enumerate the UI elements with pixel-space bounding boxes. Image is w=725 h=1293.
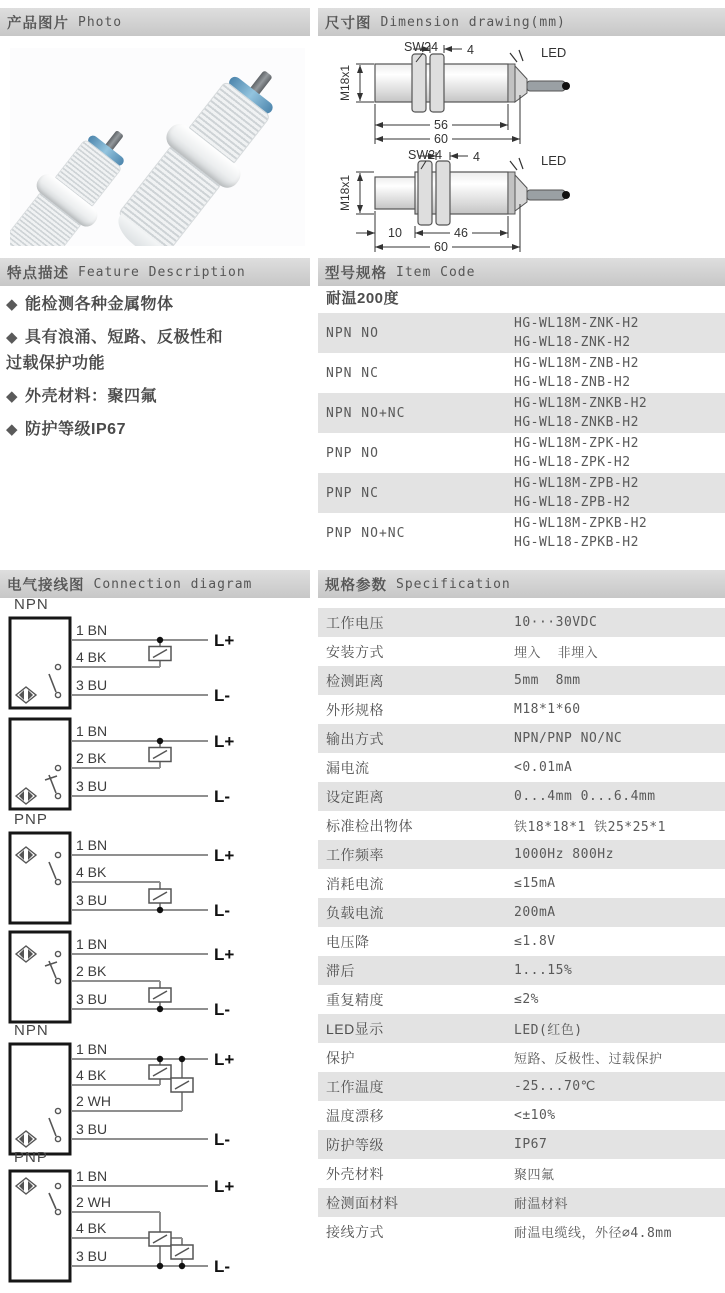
spec-row [318,1101,725,1130]
spec-value: 1...15% [514,963,573,978]
spec-row [318,608,725,637]
switch-contact [55,978,60,983]
spec-row [318,927,725,956]
wiring-svg [8,830,270,928]
wire-label: 2 WH [76,1194,111,1210]
spec-value: LED(红色) [514,1023,583,1038]
switch-contact [55,879,60,884]
feature-item [6,384,228,410]
wire-label: 2 WH [76,1093,111,1109]
section-title-zh: 尺寸图 [325,15,372,32]
sensor-box [10,1171,70,1281]
item-code-row [318,313,725,353]
wire-label: 1 BN [76,723,108,739]
spec-row [318,985,725,1014]
wiring-svg [8,1041,270,1161]
spec-row [318,1217,725,1246]
spec-value: 铁18*18*1 铁25*25*1 [514,820,666,835]
wiring-svg [8,1168,270,1288]
terminal-label: L- [214,901,231,920]
item-code-value: HG-WL18-ZPB-H2 [514,495,631,510]
diagram-title: NPN [14,1022,49,1039]
spec-row [318,1014,725,1043]
feature-text: 外壳材料：聚四氟 [25,388,158,405]
spec-row [318,782,725,811]
spec-value: 200mA [514,905,556,920]
cable-cone [515,175,527,211]
terminal-label: L- [214,686,231,705]
bullet-diamond-icon: ◆ [6,388,19,405]
sensor-box [10,932,70,1022]
wire-label: 1 BN [76,936,108,952]
item-codes [514,513,725,553]
terminal-label: L+ [214,1050,235,1069]
section-title-zh: 电气接线图 [7,577,85,594]
item-code-value: HG-WL18-ZPKB-H2 [514,535,639,550]
feature-item [6,292,228,318]
length-dim-60: 60 [434,240,448,254]
switch-contact [55,1108,60,1113]
spec-value: 耐温电缆线，外径∅4.8mm [514,1226,672,1241]
output-type: PNP NO [326,445,379,461]
led-label: LED [541,45,567,60]
terminal-label: L+ [214,732,235,751]
connection-diagram [8,1023,270,1166]
item-codes [514,433,725,473]
spec-label: 接线方式 [326,1223,384,1240]
wire-label: 3 BU [76,1121,108,1137]
led-ray-icon [519,50,523,61]
feature-text: 具有浪涌、短路、反极性和过载保护功能 [6,329,224,372]
led-label: LED [541,153,567,168]
item-code-value: HG-WL18M-ZNK-H2 [514,316,639,331]
temperature-note: 耐温200度 [326,290,400,307]
switch-contact [55,793,60,798]
junction-dot [157,1263,163,1269]
terminal-label: L- [214,1130,231,1149]
spec-row [318,811,725,840]
section-header-dimension [318,8,725,36]
spec-value: ≤1.8V [514,934,556,949]
sensor-box [10,1044,70,1154]
connection-diagram [8,1150,270,1293]
terminal-label: L- [214,1257,231,1276]
spec-value: 10···30VDC [514,615,598,630]
wire-label: 1 BN [76,1041,108,1057]
spec-row [318,666,725,695]
item-code-row [318,353,725,393]
cable-end [562,82,570,90]
section-title-zh: 特点描述 [7,265,69,282]
spec-value: ≤15mA [514,876,556,891]
section-title-en: Feature Description [78,264,246,280]
switch-contact [55,852,60,857]
section-header-item-code [318,258,725,286]
junction-dot [157,1056,163,1062]
wire-label: 2 BK [76,963,107,979]
junction-dot [157,907,163,913]
spec-label: 温度漂移 [326,1107,384,1124]
switch-contact [55,1209,60,1214]
connection-diagram [8,812,270,933]
led-ray-icon [519,158,523,169]
spec-row [318,724,725,753]
spec-row [318,1188,725,1217]
spec-label: 负载电流 [326,904,384,921]
nut-width-dim: 4 [473,150,480,164]
sw24-label: SW24 [408,148,443,162]
item-codes [514,313,725,353]
bullet-diamond-icon: ◆ [6,329,19,346]
section-header-photo [0,8,310,36]
wire-label: 1 BN [76,622,108,638]
item-code-table [318,313,725,553]
terminal-label: L+ [214,846,235,865]
wire-label: 4 BK [76,1067,107,1083]
spec-label: 工作频率 [326,846,384,863]
spec-row [318,753,725,782]
spec-label: 外形规格 [326,701,384,718]
output-type: NPN NO+NC [326,405,406,421]
dimension-drawing-nonflush [320,146,725,258]
item-code-row [318,393,725,433]
spec-label: 工作温度 [326,1078,384,1095]
lock-nut [412,54,426,112]
junction-dot [179,1263,185,1269]
junction-dot [157,1006,163,1012]
spec-value: 短路、反极性、过载保护 [514,1052,663,1067]
terminal-label: L- [214,787,231,806]
section-title-zh: 型号规格 [325,265,387,282]
wire-label: 3 BU [76,892,108,908]
spec-value: 1000Hz 800Hz [514,847,614,862]
section-header-connection [0,570,310,598]
switch-contact [55,664,60,669]
item-code-value: HG-WL18-ZNB-H2 [514,375,631,390]
switch-contact [55,692,60,697]
cable-end [562,191,570,199]
feature-list [6,292,228,450]
item-code-value: HG-WL18-ZNK-H2 [514,335,631,350]
terminal-label: L- [214,1000,231,1019]
lock-nut [430,54,444,112]
item-code-value: HG-WL18M-ZPKB-H2 [514,516,648,531]
connection-diagram [8,597,270,718]
item-code-row [318,473,725,513]
sensor-head [375,177,416,209]
spec-label: 电压降 [326,933,370,950]
spec-value: IP67 [514,1137,548,1152]
spec-value: M18*1*60 [514,702,581,717]
spec-label: 标准检出物体 [326,817,413,834]
spec-value: <±10% [514,1108,556,1123]
section-title-en: Item Code [396,264,476,280]
spec-label: 消耗电流 [326,875,384,892]
spec-value: -25...70℃ [514,1079,596,1094]
spec-label: 安装方式 [326,643,384,660]
terminal-label: L+ [214,945,235,964]
item-codes [514,353,725,393]
wire-label: 3 BU [76,677,108,693]
wire-label: 4 BK [76,1220,107,1236]
wire-label: 4 BK [76,864,107,880]
switch-contact [55,951,60,956]
length-dim-46: 46 [454,226,468,240]
section-header-specification [318,570,725,598]
spec-label: 外壳材料 [326,1165,384,1182]
switch-contact [55,765,60,770]
lock-nut [418,161,432,225]
spec-row [318,637,725,666]
spec-label: 防护等级 [326,1136,384,1153]
spec-value: 5mm 8mm [514,673,581,688]
product-photo [10,48,305,246]
switch-contact [55,1136,60,1141]
spec-label: 保护 [326,1049,355,1066]
wire-label: 3 BU [76,991,108,1007]
spec-label: 检测距离 [326,672,384,689]
terminal-label: L+ [214,1177,235,1196]
spec-label: 检测面材料 [326,1194,399,1211]
spec-row [318,898,725,927]
wire-label: 1 BN [76,1168,108,1184]
output-type: PNP NC [326,485,379,501]
item-code-value: HG-WL18M-ZNB-H2 [514,356,639,371]
junction-dot [157,738,163,744]
bullet-diamond-icon: ◆ [6,421,19,438]
item-code-row [318,433,725,473]
thread-dim: M18x1 [338,64,352,102]
spec-row [318,1159,725,1188]
wire-label: 3 BU [76,1248,108,1264]
spec-label: 重复精度 [326,991,384,1008]
sw24-label: SW24 [404,40,439,54]
output-type: PNP NO+NC [326,525,406,541]
spec-value: ≤2% [514,992,539,1007]
dimension-drawing-flush [320,38,725,146]
spec-label: 滞后 [326,962,355,979]
spec-value: 耐温材料 [514,1197,569,1212]
output-type: NPN NC [326,365,379,381]
cable [527,190,565,200]
spec-value: <0.01mA [514,760,573,775]
section-title-zh: 产品图片 [7,15,69,32]
dimension-drawing-svg [320,146,725,258]
lock-nut [436,161,450,225]
spec-label: 漏电流 [326,759,370,776]
spec-row [318,956,725,985]
item-codes [514,473,725,513]
cable [527,81,565,91]
section-title-en: Specification [396,576,511,592]
cap-ring [508,64,515,102]
spec-label: 输出方式 [326,730,384,747]
item-code-value: HG-WL18-ZPK-H2 [514,455,631,470]
specification-table [318,608,725,1246]
output-type: NPN NO [326,325,379,341]
bullet-diamond-icon: ◆ [6,296,19,313]
diagram-title: PNP [14,811,48,828]
feature-item [6,325,228,377]
diagram-title: PNP [14,1149,48,1166]
spec-row [318,695,725,724]
wiring-svg [8,615,270,713]
junction-dot [157,637,163,643]
led-ray-icon [510,161,517,170]
junction-dot [179,1056,185,1062]
item-codes [514,393,725,433]
feature-item [6,417,228,443]
item-code-value: HG-WL18-ZNKB-H2 [514,415,639,430]
section-title-en: Photo [78,14,123,30]
spec-value: NPN/PNP NO/NC [514,731,623,746]
terminal-label: L+ [214,631,235,650]
connection-diagram [8,929,270,1032]
section-title-en: Connection diagram [93,576,253,592]
dimension-drawing-svg [320,38,725,146]
wire-label: 2 BK [76,750,107,766]
length-dim-56: 56 [434,118,448,132]
spec-label: 工作电压 [326,614,384,631]
spec-row [318,1043,725,1072]
spec-row [318,869,725,898]
diagram-title: NPN [14,596,49,613]
spec-row [318,1130,725,1159]
wire-label: 1 BN [76,837,108,853]
wiring-svg [8,716,270,814]
connection-diagram [8,716,270,819]
spec-value: 埋入 非埋入 [514,646,599,661]
wire-label: 3 BU [76,778,108,794]
wire-label: 4 BK [76,649,107,665]
sensor-box [10,833,70,923]
nut-width-dim: 4 [467,43,474,57]
cable-cone [515,66,527,102]
length-dim-60: 60 [434,132,448,146]
spec-row [318,1072,725,1101]
spec-value: 0...4mm 0...6.4mm [514,789,656,804]
led-ray-icon [510,53,517,62]
switch-contact [55,1183,60,1188]
section-header-features [0,258,310,286]
head-dim-10: 10 [388,226,402,240]
section-title-en: Dimension drawing(mm) [380,14,566,30]
spec-label: 设定距离 [326,788,384,805]
item-code-value: HG-WL18M-ZPK-H2 [514,436,639,451]
thread-dim: M18x1 [338,174,352,212]
spec-row [318,840,725,869]
spec-label: LED显示 [326,1020,384,1037]
feature-text: 防护等级IP67 [25,421,126,438]
item-code-value: HG-WL18M-ZNKB-H2 [514,396,648,411]
wiring-svg [8,929,270,1027]
item-code-value: HG-WL18M-ZPB-H2 [514,476,639,491]
cap-ring [508,172,515,214]
item-code-row [318,513,725,553]
section-title-zh: 规格参数 [325,577,387,594]
feature-text: 能检测各种金属物体 [25,296,174,313]
spec-value: 聚四氟 [514,1168,555,1183]
